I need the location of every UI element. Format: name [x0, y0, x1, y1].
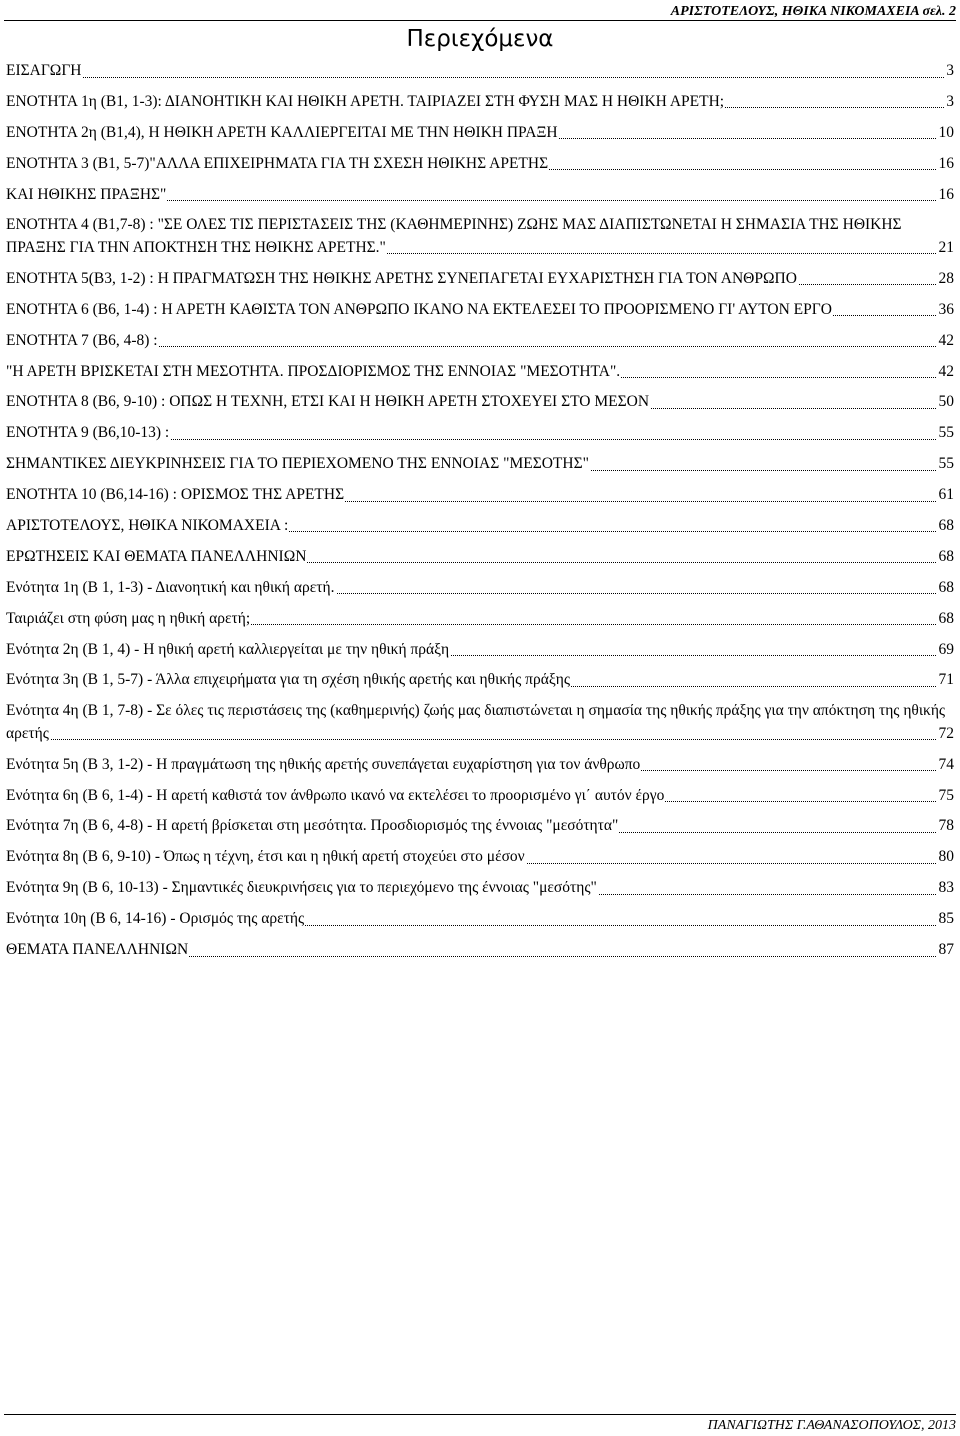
toc-entry-title[interactable]: ΕΝΟΤΗΤΑ 9 (Β6,10-13) :	[6, 424, 170, 442]
toc-page-number[interactable]: 50	[937, 391, 955, 414]
toc-page-number[interactable]: 68	[937, 546, 955, 569]
toc-entry[interactable]	[6, 330, 954, 353]
toc-page-number[interactable]: 74	[937, 754, 955, 777]
toc-entry[interactable]	[6, 700, 954, 745]
toc-entry-title[interactable]: ΘΕΜΑΤΑ ΠΑΝΕΛΛΗΝΙΩΝ	[6, 941, 189, 959]
toc-page-number[interactable]: 61	[937, 484, 955, 507]
toc-entry-title[interactable]: ΕΝΟΤΗΤΑ 7 (Β6, 4-8) :	[6, 331, 158, 349]
toc-page-number[interactable]: 72	[937, 723, 955, 746]
toc-entry-title[interactable]: Ενότητα 4η (Β 1, 7-8) - Σε όλες τις περιστάσεις της (καθημερινής) ζωής μας διαπιστώνεται η σημασία της ηθικής πράξης για την απόκτηση της ηθικής αρετής	[6, 702, 946, 742]
toc-page-number[interactable]: 71	[937, 669, 955, 692]
toc-entry[interactable]	[6, 846, 954, 869]
toc-entry[interactable]	[6, 785, 954, 808]
toc-entry[interactable]	[6, 153, 954, 176]
toc-entry[interactable]	[6, 877, 954, 900]
toc-entry-title[interactable]: ΕΝΟΤΗΤΑ 4 (Β1,7-8) : "ΣΕ ΟΛΕΣ ΤΙΣ ΠΕΡΙΣΤΑΣΕΙΣ ΤΗΣ (ΚΑΘΗΜΕΡΙΝΗΣ) ΖΩΗΣ ΜΑΣ ΔΙΑΠΙΣΤΩΝΕΤΑΙ Η ΣΗΜΑΣΙΑ ΤΗΣ ΗΘΙΚΗΣ ΠΡΑΞΗΣ ΓΙΑ ΤΗΝ ΑΠΟΚΤΗΣΗ ΤΗΣ ΗΘΙΚΗΣ ΑΡΕΤΗΣ."	[6, 216, 902, 256]
toc-entry-title[interactable]: ΕΝΟΤΗΤΑ 3 (Β1, 5-7)"ΑΛΛΑ ΕΠΙΧΕΙΡΗΜΑΤΑ ΓΙΑ ΤΗ ΣΧΕΣΗ ΗΘΙΚΗΣ ΑΡΕΤΗΣ	[6, 154, 549, 172]
toc-entry-title[interactable]: ΕΝΟΤΗΤΑ 8 (Β6, 9-10) : ΟΠΩΣ Η ΤΕΧΝΗ, ΕΤΣΙ ΚΑΙ Η ΗΘΙΚΗ ΑΡΕΤΗ ΣΤΟΧΕΥΕΙ ΣΤΟ ΜΕΣΟΝ	[6, 393, 650, 411]
toc-page-number[interactable]: 55	[937, 422, 955, 445]
toc-page-number[interactable]: 83	[937, 877, 955, 900]
toc-entry-title[interactable]: Ενότητα 9η (Β 6, 10-13) - Σημαντικές διευκρινήσεις για το περιεχόμενο της έννοιας "μεσότης"	[6, 879, 597, 897]
toc-entry-title[interactable]: ΕΙΣΑΓΩΓΗ	[6, 62, 82, 79]
toc-page-number[interactable]: 68	[937, 515, 955, 538]
toc-entry[interactable]	[6, 214, 954, 259]
toc-page-number[interactable]: 21	[937, 237, 955, 260]
dot-leader	[6, 77, 954, 78]
toc-entry-title[interactable]: ΑΡΙΣΤΟΤΕΛΟΥΣ, ΗΘΙΚΑ ΝΙΚΟΜΑΧΕΙΑ :	[6, 516, 289, 534]
toc-page-number[interactable]: 69	[937, 639, 955, 662]
toc-entry-title[interactable]: ΕΝΟΤΗΤΑ 5(Β3, 1-2) : Η ΠΡΑΓΜΑΤΩΣΗ ΤΗΣ ΗΘΙΚΗΣ ΑΡΕΤΗΣ ΣΥΝΕΠΑΓΕΤΑΙ ΕΥΧΑΡΙΣΤΗΣΗ ΓΙΑ ΤΟΝ ΑΝΘΡΩΠΟ	[6, 269, 797, 287]
toc-entry[interactable]	[6, 484, 954, 507]
toc-page-number[interactable]: 10	[937, 122, 955, 145]
footer-rule	[4, 1414, 956, 1415]
toc-page-number[interactable]: 42	[937, 361, 955, 384]
toc-entry[interactable]	[6, 515, 954, 538]
toc-entry-title[interactable]: ΕΝΟΤΗΤΑ 2η (Β1,4), Η ΗΘΙΚΗ ΑΡΕΤΗ ΚΑΛΛΙΕΡΓΕΙΤΑΙ ΜΕ ΤΗΝ ΗΘΙΚΗ ΠΡΑΞΗ	[6, 123, 558, 141]
toc-entry-title[interactable]: Ενότητα 6η (Β 6, 1-4) - Η αρετή καθιστά τον άνθρωπο ικανό να εκτελέσει το προορισμένο γι΄ αυτόν έργο	[6, 786, 665, 804]
toc-entry-title[interactable]: Ενότητα 5η (Β 3, 1-2) - Η πραγμάτωση της ηθικής αρετής συνεπάγεται ευχαρίστηση για τον άνθρωπο	[6, 755, 641, 773]
toc-page-number[interactable]: 68	[937, 577, 955, 600]
table-of-contents	[6, 60, 954, 970]
toc-entry[interactable]	[6, 815, 954, 838]
toc-entry[interactable]	[6, 91, 954, 114]
toc-page-number[interactable]: 42	[937, 330, 955, 353]
toc-entry-title[interactable]: "Η ΑΡΕΤΗ ΒΡΙΣΚΕΤΑΙ ΣΤΗ ΜΕΣΟΤΗΤΑ. ΠΡΟΣΔΙΟΡΙΣΜΟΣ ΤΗΣ ΕΝΝΟΙΑΣ "ΜΕΣΟΤΗΤΑ".	[6, 362, 621, 380]
toc-entry[interactable]	[6, 361, 954, 384]
toc-entry[interactable]	[6, 268, 954, 291]
toc-entry[interactable]	[6, 754, 954, 777]
toc-page-number[interactable]: 16	[937, 153, 955, 176]
toc-entry[interactable]	[6, 577, 954, 600]
toc-entry-title[interactable]: Ενότητα 3η (Β 1, 5-7) - Άλλα επιχειρήματα για τη σχέση ηθικής αρετής και ηθικής πράξης	[6, 671, 571, 689]
toc-page-number[interactable]: 3	[944, 91, 954, 114]
toc-entry-title[interactable]: ΣΗΜΑΝΤΙΚΕΣ ΔΙΕΥΚΡΙΝΗΣΕΙΣ ΓΙΑ ΤΟ ΠΕΡΙΕΧΟΜΕΝΟ ΤΗΣ ΕΝΝΟΙΑΣ "ΜΕΣΟΤΗΣ"	[6, 455, 589, 473]
toc-entry-title[interactable]: ΕΝΟΤΗΤΑ 1η (Β1, 1-3): ΔΙΑΝΟΗΤΙΚΗ ΚΑΙ ΗΘΙΚΗ ΑΡΕΤΗ. ΤΑΙΡΙΑΖΕΙ ΣΤΗ ΦΥΣΗ ΜΑΣ Η ΗΘΙΚΗ ΑΡΕΤΗ;	[6, 92, 725, 110]
toc-entry-title[interactable]: ΕΝΟΤΗΤΑ 10 (Β6,14-16) : ΟΡΙΣΜΟΣ ΤΗΣ ΑΡΕΤΗΣ	[6, 486, 345, 504]
header-text: ΑΡΙΣΤΟΤΕΛΟΥΣ, ΗΘΙΚΑ ΝΙΚΟΜΑΧΕΙΑ σελ. 2	[670, 4, 956, 19]
toc-entry-title[interactable]: Ενότητα 2η (Β 1, 4) - Η ηθική αρετή καλλιεργείται με την ηθική πράξη	[6, 640, 450, 658]
toc-page-number[interactable]: 75	[937, 785, 955, 808]
toc-entry[interactable]	[6, 453, 954, 476]
toc-entry[interactable]	[6, 669, 954, 692]
header-rule	[4, 20, 956, 21]
page-header	[4, 0, 956, 22]
toc-page-number[interactable]: 80	[937, 846, 955, 869]
toc-entry[interactable]	[6, 122, 954, 145]
toc-entry-title[interactable]: Ενότητα 8η (Β 6, 9-10) - Όπως η τέχνη, έτσι και η ηθική αρετή στοχεύει στο μέσον	[6, 848, 525, 866]
toc-entry-title[interactable]: ΕΝΟΤΗΤΑ 6 (Β6, 1-4) : Η ΑΡΕΤΗ ΚΑΘΙΣΤΑ ΤΟΝ ΑΝΘΡΩΠΟ ΙΚΑΝΟ ΝΑ ΕΚΤΕΛΕΣΕΙ ΤΟ ΠΡΟΟΡΙΣΜΕΝΟ ΓΙ' ΑΥΤΟΝ ΕΡΓΟ	[6, 300, 832, 318]
toc-entry[interactable]	[6, 608, 954, 631]
toc-entry[interactable]	[6, 299, 954, 322]
toc-page-number[interactable]: 78	[937, 815, 955, 838]
toc-entry-title[interactable]: Ενότητα 1η (Β 1, 1-3) - Διανοητική και ηθική αρετή.	[6, 578, 335, 596]
toc-page-number[interactable]: 3	[944, 60, 954, 83]
toc-page-number[interactable]: 87	[937, 939, 955, 962]
toc-entry-title[interactable]: ΚΑΙ ΗΘΙΚΗΣ ΠΡΑΞΗΣ"	[6, 185, 167, 203]
toc-entry[interactable]	[6, 422, 954, 445]
toc-page-number[interactable]: 16	[937, 184, 955, 207]
toc-page-number[interactable]: 36	[937, 299, 955, 322]
toc-entry[interactable]	[6, 391, 954, 414]
page-footer	[4, 1414, 956, 1436]
toc-entry-title[interactable]: Ταιριάζει στη φύση μας η ηθική αρετή;	[6, 609, 251, 627]
toc-entry[interactable]	[6, 546, 954, 569]
toc-page-number[interactable]: 68	[937, 608, 955, 631]
footer-text: ΠΑΝΑΓΙΩΤΗΣ Γ.ΑΘΑΝΑΣΟΠΟΥΛΟΣ, 2013	[707, 1418, 956, 1433]
toc-entry[interactable]	[6, 939, 954, 962]
toc-entry[interactable]	[6, 639, 954, 662]
toc-page-number[interactable]: 85	[937, 908, 955, 931]
toc-entry-title[interactable]: Ενότητα 10η (Β 6, 14-16) - Ορισμός της αρετής	[6, 910, 305, 928]
toc-entry[interactable]	[6, 184, 954, 207]
toc-entry[interactable]	[6, 908, 954, 931]
toc-entry-title[interactable]: Ενότητα 7η (Β 6, 4-8) - Η αρετή βρίσκεται στη μεσότητα. Προσδιορισμός της έννοιας "μεσότητα"	[6, 817, 619, 835]
toc-page-number[interactable]: 28	[937, 268, 955, 291]
toc-entry-title[interactable]: ΕΡΩΤΗΣΕΙΣ ΚΑΙ ΘΕΜΑΤΑ ΠΑΝΕΛΛΗΝΙΩΝ	[6, 547, 307, 565]
toc-entry[interactable]	[6, 60, 954, 83]
toc-page-number[interactable]: 55	[937, 453, 955, 476]
dot-leader	[6, 739, 954, 740]
page-title: Περιεχόμενα	[406, 26, 554, 52]
